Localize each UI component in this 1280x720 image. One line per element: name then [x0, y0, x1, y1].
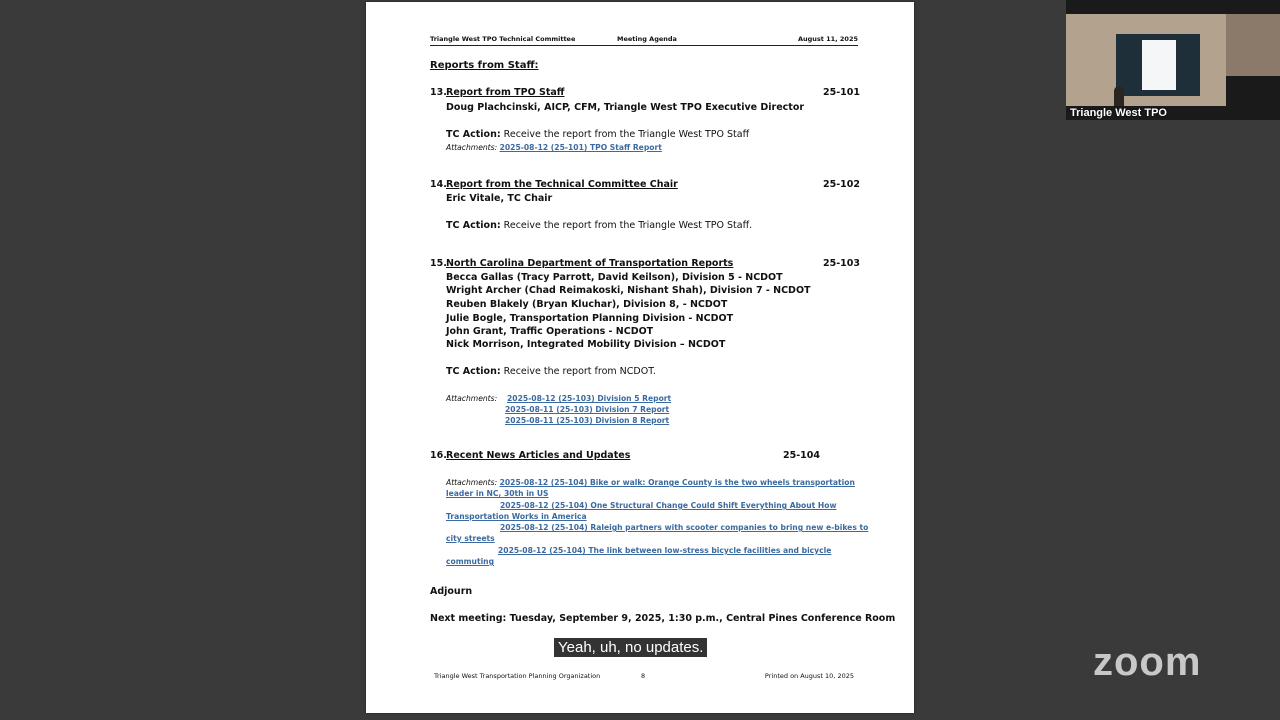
footer-printed-date: Printed on August 10, 2025: [764, 672, 854, 680]
attachments: [446, 143, 662, 152]
attachment-link-text[interactable]: 2025-08-12 (25-104) Raleigh partners with scooter companies to bring new e-bikes to: [500, 523, 869, 532]
tc-action-text: Receive the report from the Triangle West TPO Staff: [503, 129, 750, 140]
item-number: 13.: [430, 87, 447, 98]
tc-action-label: TC Action:: [446, 220, 501, 231]
attachment-link[interactable]: 2025-08-12 (25-104) Bike or walk: Orange County is the two wheels transportation: [499, 478, 855, 487]
tc-action: [446, 129, 749, 140]
presenter-line: Becca Gallas (Tracy Parrott, David Keilson), Division 5 - NCDOT: [446, 272, 783, 283]
attachment-link[interactable]: 2025-08-12 (25-101) TPO Staff Report: [499, 143, 662, 152]
video-person: [1114, 86, 1124, 106]
page-footer: [434, 672, 854, 682]
presenter-line: Wright Archer (Chad Reimakoski, Nishant Shah), Division 7 - NCDOT: [446, 285, 811, 296]
presenter-line: John Grant, Traffic Operations - NCDOT: [446, 326, 654, 337]
attachments-label: [446, 394, 497, 403]
video-room-wall: [1066, 14, 1226, 106]
attachment-link[interactable]: [507, 394, 671, 403]
item-number: 14.: [430, 179, 447, 190]
attachment-link-cont[interactable]: [446, 512, 587, 521]
item-number: 15.: [430, 258, 447, 269]
header-doc-type: Meeting Agenda: [617, 35, 677, 43]
item-presenter: Doug Plachcinski, AICP, CFM, Triangle West TPO Executive Director: [446, 102, 805, 113]
tc-action-label: TC Action:: [446, 366, 501, 377]
item-number: 16.: [430, 450, 447, 461]
tc-action-label: TC Action:: [446, 129, 501, 140]
attachment-link-cont[interactable]: [446, 557, 494, 566]
zoom-logo: zoom: [1093, 640, 1202, 684]
attachment-link-cont[interactable]: [446, 489, 549, 498]
attachment-link-text[interactable]: leader in NC, 30th in US: [446, 489, 549, 498]
attachment-link[interactable]: [500, 501, 837, 510]
page-header: [430, 35, 858, 46]
item-code: 25-104: [783, 450, 820, 461]
video-projector-screen: [1142, 40, 1176, 90]
attachments: [446, 478, 856, 487]
footer-org: Triangle West Transportation Planning Organization: [434, 672, 601, 680]
attachment-link-text[interactable]: 2025-08-12 (25-103) Division 5 Report: [507, 394, 672, 403]
tc-action-text: Receive the report from NCDOT.: [503, 366, 656, 377]
attachments-label-text: Attachments:: [446, 394, 498, 403]
attachment-link-text[interactable]: 2025-08-12 (25-104) The link between low-stress bicycle facilities and bicycle: [498, 546, 832, 555]
participant-name: Triangle West TPO: [1070, 107, 1167, 119]
attachments-label: Attachments:: [446, 478, 498, 487]
agenda-page: [366, 2, 914, 713]
attachment-link-text[interactable]: 2025-08-12 (25-104) One Structural Change Could Shift Everything About How: [500, 501, 837, 510]
item-title: Report from TPO Staff: [446, 87, 565, 98]
tc-action: [446, 366, 656, 377]
section-title: Reports from Staff:: [430, 60, 539, 71]
video-audience: [1226, 14, 1280, 76]
attachment-link-text[interactable]: 2025-08-11 (25-103) Division 7 Report: [505, 405, 670, 414]
attachment-link-cont[interactable]: [446, 534, 495, 543]
item-title: Recent News Articles and Updates: [446, 450, 631, 461]
attachment-link[interactable]: [500, 523, 868, 532]
presenter-line: Julie Bogle, Transportation Planning Division - NCDOT: [446, 313, 734, 324]
attachment-link[interactable]: [505, 416, 669, 425]
attachment-link-text[interactable]: Transportation Works in America: [446, 512, 587, 521]
next-meeting: Next meeting: Tuesday, September 9, 2025, 1:30 p.m., Central Pines Conference Room: [430, 613, 896, 624]
attachment-link-text[interactable]: commuting: [446, 557, 495, 566]
footer-page-number: 8: [641, 672, 646, 680]
presenter-line: Reuben Blakely (Bryan Kluchar), Division 8, - NCDOT: [446, 299, 728, 310]
attachments-label: Attachments:: [446, 143, 498, 152]
attachment-link[interactable]: [505, 405, 669, 414]
presenter-line: Nick Morrison, Integrated Mobility Division – NCDOT: [446, 339, 726, 350]
header-committee: Triangle West TPO Technical Committee: [430, 35, 576, 43]
adjourn: Adjourn: [430, 586, 473, 597]
item-title: Report from the Technical Committee Chair: [446, 179, 678, 190]
tc-action-text: Receive the report from the Triangle West TPO Staff.: [503, 220, 753, 231]
item-presenter: Eric Vitale, TC Chair: [446, 193, 553, 204]
tc-action: [446, 220, 752, 231]
item-title: North Carolina Department of Transportation Reports: [446, 258, 734, 269]
attachment-link[interactable]: [498, 546, 831, 555]
header-date: August 11, 2025: [797, 35, 858, 43]
attachment-link-text[interactable]: 2025-08-11 (25-103) Division 8 Report: [505, 416, 670, 425]
participant-video-tile[interactable]: [1066, 0, 1280, 120]
attachment-link-text[interactable]: city streets: [446, 534, 495, 543]
item-code: 25-101: [823, 87, 860, 98]
item-code: 25-103: [823, 258, 860, 269]
video-board: [1116, 34, 1200, 96]
live-caption: Yeah, uh, no updates.: [554, 638, 707, 657]
item-code: 25-102: [823, 179, 860, 190]
